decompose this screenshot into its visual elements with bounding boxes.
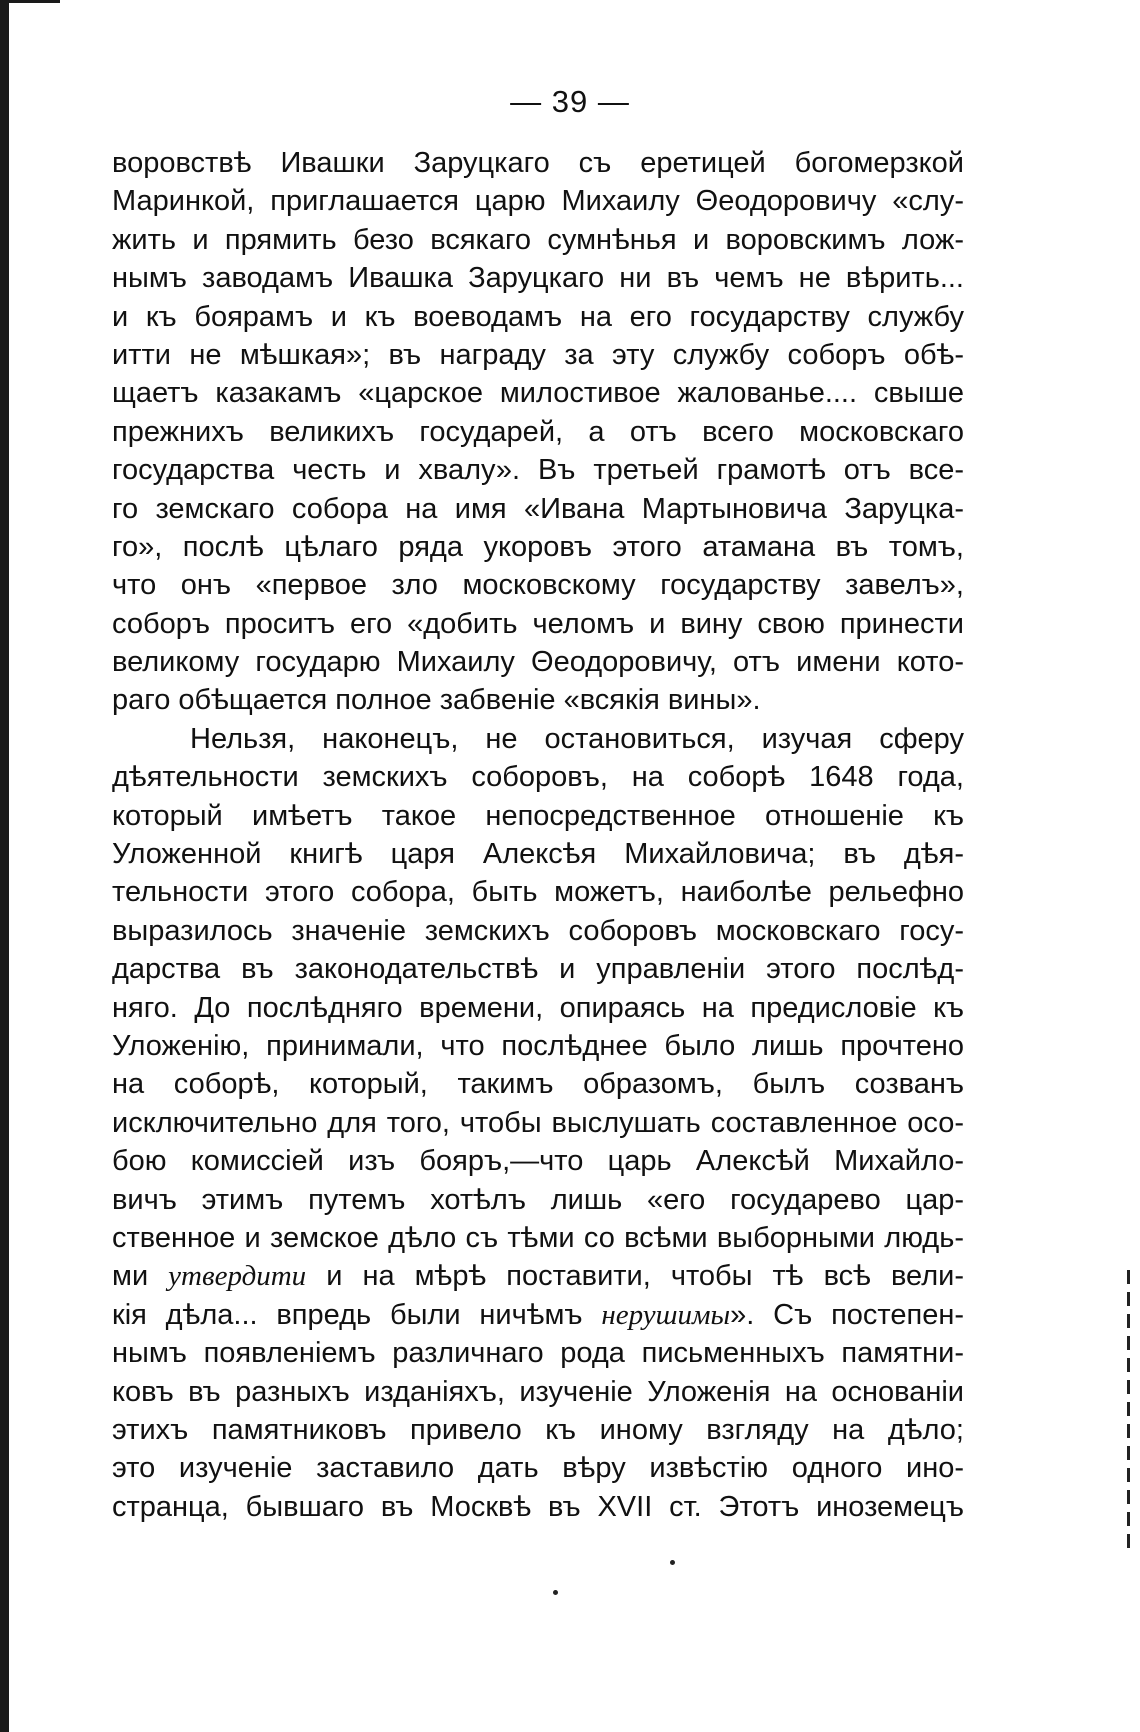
text-line-with-italic	[112, 1257, 964, 1295]
text-line: что онъ «первое зло московскому государству завелъ»,	[112, 569, 964, 602]
scan-left-edge	[0, 0, 9, 1732]
text-line: няго. До послѣдняго времени, опираясь на предисловіе къ	[112, 991, 964, 1024]
text-line: великому государю Михаилу Θеодоровичу, отъ имени кото-	[112, 646, 964, 679]
scan-right-edge	[1127, 1270, 1130, 1550]
text-line: го земскаго собора на имя «Ивана Мартыновича Заруцка-	[112, 492, 964, 525]
body-text	[112, 144, 964, 1526]
text-line: дѣятельности земскихъ соборовъ, на соборѣ 1648 года,	[112, 761, 964, 794]
text-line: на соборѣ, который, такимъ образомъ, былъ созванъ	[112, 1068, 964, 1101]
text-line: этихъ памятниковъ привело къ иному взгляду на дѣло;	[112, 1413, 964, 1446]
page-number: — 39 —	[510, 84, 630, 119]
text-line: прежнихъ великихъ государей, а отъ всего московскаго	[112, 415, 964, 448]
text-line: государства честь и хвалу». Въ третьей грамотѣ отъ все-	[112, 454, 964, 487]
text-line: Уложенію, принимали, что послѣднее было лишь прочтено	[112, 1029, 964, 1062]
text-line-with-italic	[112, 1296, 964, 1334]
text-line: жить и прямить безо всякаго сумнѣнья и воровскимъ лож-	[112, 223, 964, 256]
text-line: Маринкой, приглашается царю Михаилу Θеодоровичу «слу-	[112, 185, 964, 218]
paragraph-start-line: Нельзя, наконецъ, не остановиться, изучая сферу	[190, 722, 964, 755]
text-line: дарства въ законодательствѣ и управленіи этого послѣд-	[112, 953, 964, 986]
print-speck	[670, 1560, 675, 1565]
text-line: воровствѣ Ивашки Заруцкаго съ еретицей богомерзкой	[112, 147, 964, 179]
text-line: Уложенной книгѣ царя Алексѣя Михайловича; въ дѣя-	[112, 838, 964, 871]
text-line: ковъ въ разныхъ изданіяхъ, изученіе Уложенія на основаніи	[112, 1375, 964, 1408]
text-line: это изученіе заставило дать вѣру извѣстію одного ино-	[112, 1452, 964, 1485]
text-run: ». Съ постепен-	[730, 1298, 964, 1331]
text-line: и къ боярамъ и къ воеводамъ на его государству службу	[112, 300, 964, 333]
text-run: ми	[112, 1260, 169, 1293]
text-line: бою комиссіей изъ бояръ,—что царь Алексѣй Михайло-	[112, 1145, 964, 1178]
text-line: тельности этого собора, быть можетъ, наиболѣе рельефно	[112, 876, 964, 909]
paragraph-end-line: раго обѣщается полное забвеніе «всякія вины».	[112, 684, 761, 717]
text-line: соборъ проситъ его «добить челомъ и вину свою принести	[112, 607, 964, 640]
print-speck	[553, 1590, 558, 1595]
text-line: итти не мѣшкая»; въ награду за эту службу соборъ обѣ-	[112, 338, 964, 371]
text-line: который имѣетъ такое непосредственное отношеніе къ	[112, 799, 964, 832]
text-line: нымъ появленіемъ различнаго рода письменныхъ памятни-	[112, 1337, 964, 1370]
text-line: исключительно для того, чтобы выслушать составленное осо-	[112, 1106, 964, 1139]
text-run: и на мѣрѣ поставити, чтобы тѣ всѣ вели-	[306, 1260, 964, 1293]
text-line: щаетъ казакамъ «царское милостивое жалованье.... свыше	[112, 377, 964, 410]
text-line: выразилось значеніе земскихъ соборовъ московскаго госу-	[112, 914, 964, 947]
text-line: вичъ этимъ путемъ хотѣлъ лишь «его государево цар-	[112, 1183, 964, 1216]
text-line: нымъ заводамъ Ивашка Заруцкаго ни въ чемъ не вѣрить...	[112, 262, 964, 295]
scan-top-edge	[0, 0, 60, 3]
italic-text-run: нерушимы	[601, 1298, 731, 1331]
text-line: ственное и земское дѣло съ тѣми со всѣми выборными людь-	[112, 1221, 964, 1254]
text-run: кія дѣла... впредь были ничѣмъ	[112, 1298, 602, 1331]
text-line: го», послѣ цѣлаго ряда укоровъ этого атамана въ томъ,	[112, 530, 964, 563]
text-line: странца, бывшаго въ Москвѣ въ XVII ст. Этотъ иноземецъ	[112, 1490, 964, 1523]
italic-text-run: утвердити	[168, 1260, 307, 1293]
